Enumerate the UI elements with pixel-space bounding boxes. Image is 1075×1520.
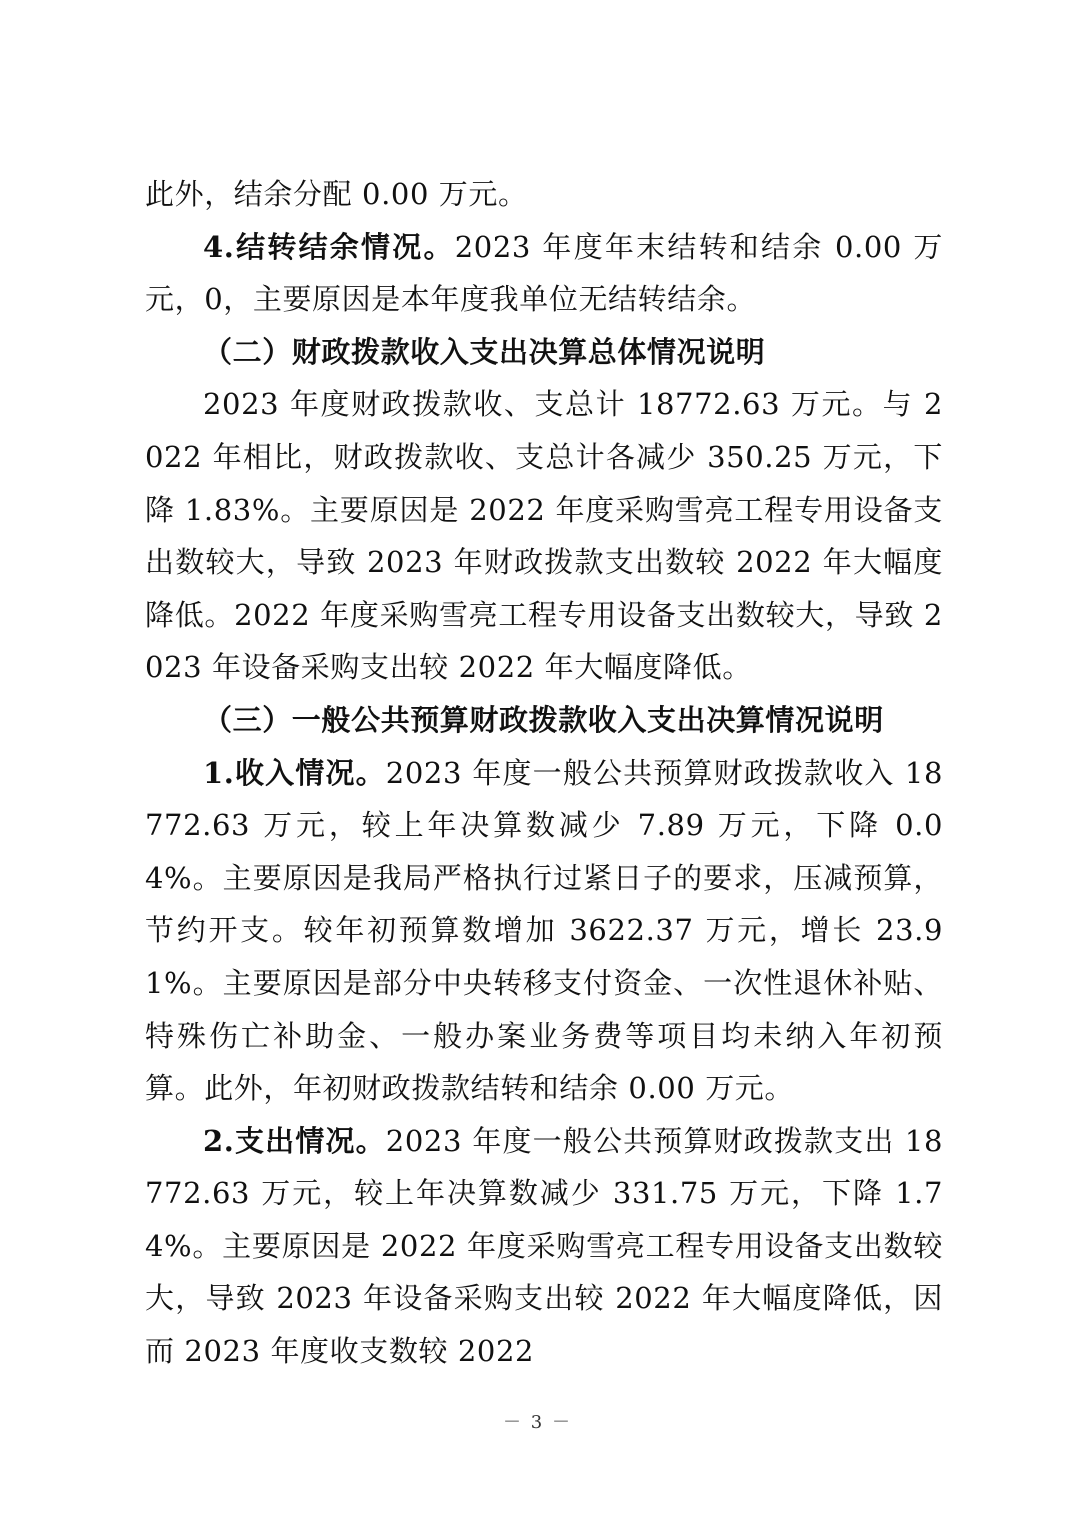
paragraph-text: 2023 年度财政拨款收、支总计 18772.63 万元。与 2022 年相比，财政拨款收、支总计各减少 350.25 万元，下降 1.83%。主要原因是 2022 年度采购雪亮工程专用设备支出数较大，导致 2023 年财政拨款支出数较 2022 年大幅度降低。2022 年度采购雪亮工程专用设备支出数较大，导致 2023 年设备采购支出较 2022 年大幅度降低。 [145,387,943,685]
section-heading-3: （三）一般公共预算财政拨款收入支出决算情况说明 [203,702,884,737]
paragraph-income [145,747,943,1115]
paragraph-text: 2023 年度年末结转和结余 0.00 万元，0，主要原因是本年度我单位无结转结余。 [145,229,943,317]
paragraph-lead: 4.结转结余情况。 [203,229,455,264]
paragraph-surplus-distribution [145,168,943,221]
paragraph-text: 2023 年度一般公共预算财政拨款收入 18772.63 万元，较上年决算数减少 7.89 万元，下降 0.04%。主要原因是我局严格执行过紧日子的要求，压减预算，节约开支。较年初预算数增加 3622.37 万元，增长 23.91%。主要原因是部分中央转移支付资金、一次性退休补贴、特殊伤亡补助金、一般办案业务费等项目均未纳入年初预算。此外，年初财政拨款结转和结余 0.00 万元。 [145,755,943,1106]
section-heading-2: （二）财政拨款收入支出决算总体情况说明 [203,334,766,369]
paragraph-fiscal-overview [145,378,943,694]
paragraph-expenditure [145,1115,943,1378]
document-body [145,168,943,1378]
page-number: － 3 － [503,1412,572,1433]
paragraph-carryover [145,221,943,326]
paragraph-lead: 1.收入情况。 [203,755,386,790]
paragraph-lead: 2.支出情况。 [203,1123,386,1158]
paragraph-text: 此外，结余分配 0.00 万元。 [145,177,528,211]
paragraph-text: 2023 年度一般公共预算财政拨款支出 18772.63 万元，较上年决算数减少 331.75 万元，下降 1.74%。主要原因是 2022 年度采购雪亮工程专用设备支出数较大，导致 2023 年设备采购支出较 2022 年大幅度降低，因而 2023 年度收支数较 2022 [145,1123,943,1369]
